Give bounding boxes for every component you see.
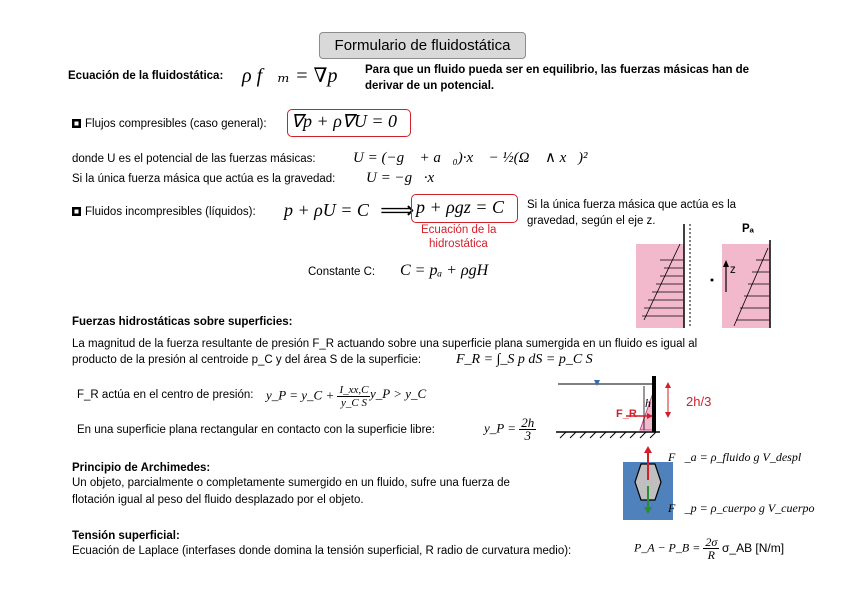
archimedes-diagram: [623, 442, 673, 520]
bullet-icon: [72, 119, 81, 128]
potential-label: donde U es el potencial de las fuerzas másicas:: [72, 153, 316, 165]
pressure-center-depth-label: 2h/3: [686, 394, 712, 409]
hydrostatic-tanks-diagram: [630, 210, 780, 330]
potential-equation: U = (−g⃗ + a⃗₀)·x⃗ − ½(Ω⃗ ∧ x⃗)²: [353, 150, 588, 166]
implies-arrow-icon: ⟹: [380, 198, 415, 224]
rectangular-surface-equation: y_P = $\frac{2h}{3}$: [484, 415, 535, 443]
surfaces-line2: producto de la presión al centroide p_C y del área S de la superficie:: [72, 354, 422, 366]
rectangular-surface-label: En una superficie plana rectangular en contacto con la superficie libre:: [77, 424, 435, 436]
page-title: Formulario de fluidostática: [319, 32, 526, 59]
compressible-equation: ∇p + ρ∇U = 0: [291, 111, 398, 131]
pressure-center-equation: y_P = y_C + $\frac{I\_xx,C}{\text{y\_C S}}$: [266, 384, 369, 409]
resultant-force-label: F_R: [616, 408, 637, 420]
weight-equation: F⃗_p = ρ_cuerpo g V_cuerpo: [668, 501, 815, 515]
surfaces-heading: Fuerzas hidrostáticas sobre superficies:: [72, 316, 293, 328]
z-axis-label: z: [730, 264, 736, 276]
pressure-center-label: F_R actúa en el centro de presión:: [77, 389, 254, 401]
right-tank-liquid: [722, 244, 770, 328]
laplace-line: Ecuación de Laplace (interfases donde domina la tensión superficial, R radio de curvatura medio):: [72, 545, 572, 557]
gravity-axis-note-line1: Si la única fuerza másica que actúa es la: [527, 199, 737, 211]
buoyancy-equation: F⃗_a = ρ_fluido g V_despl: [668, 450, 802, 464]
incompressible-label: Fluidos incompresibles (líquidos):: [72, 206, 256, 218]
constant-equation: C = pₐ + ρgH: [400, 262, 489, 279]
equilibrium-note-line1: Para que un fluido pueda ser en equilibrio, las fuerzas másicas han de: [365, 64, 750, 76]
incompressible-equation-left: p + ρU = C: [284, 200, 369, 220]
atmospheric-pressure-label: Pₐ: [742, 223, 755, 235]
pressure-center-inequality: y_P > y_C: [370, 386, 427, 401]
tension-heading: Tensión superficial:: [72, 530, 180, 542]
bullet-icon: [72, 207, 81, 216]
surface-tension-units: σ_AB [N/m]: [722, 541, 785, 555]
constant-label: Constante C:: [308, 266, 376, 278]
laplace-equation: P_A − P_B = $\frac{2\sigma}{R}$: [634, 535, 718, 562]
archimedes-heading: Principio de Archimedes:: [72, 462, 211, 474]
force-equation: F_R = ∫_S p dS = p_C S: [456, 352, 593, 367]
gravity-equation: U = −g⃗·x⃗: [366, 170, 446, 186]
equilibrium-note-line2: derivar de un potencial.: [365, 80, 495, 92]
archimedes-line2: flotación igual al peso del fluido desplazado por el objeto.: [72, 494, 364, 506]
hydrostatic-equation: p + ρgz = C: [416, 197, 504, 217]
submerged-wall-diagram: [556, 372, 696, 442]
compressible-label: Flujos compresibles (caso general):: [72, 118, 267, 130]
hydrostatic-caption-line2: hidrostática: [429, 238, 488, 250]
archimedes-line1: Un objeto, parcialmente o completamente sumergido en un fluido, sufre una fuerza de: [72, 477, 510, 489]
hydrostatic-caption-line1: Ecuación de la: [421, 224, 497, 236]
surfaces-line1: La magnitud de la fuerza resultante de presión F_R actuando sobre una superficie plana sumergida en un fluido es igual al: [72, 338, 698, 350]
gravity-label: Si la única fuerza másica que actúa es la gravedad:: [72, 173, 336, 185]
free-surface-marker-icon: [594, 380, 600, 386]
fluidostatic-label: Ecuación de la fluidostática:: [68, 70, 224, 82]
gravity-axis-note-line2: gravedad, según el eje z.: [527, 215, 656, 227]
fluidostatic-equation: ρ f⃗ₘ = ∇p: [242, 65, 338, 87]
depth-label: h: [645, 396, 651, 410]
